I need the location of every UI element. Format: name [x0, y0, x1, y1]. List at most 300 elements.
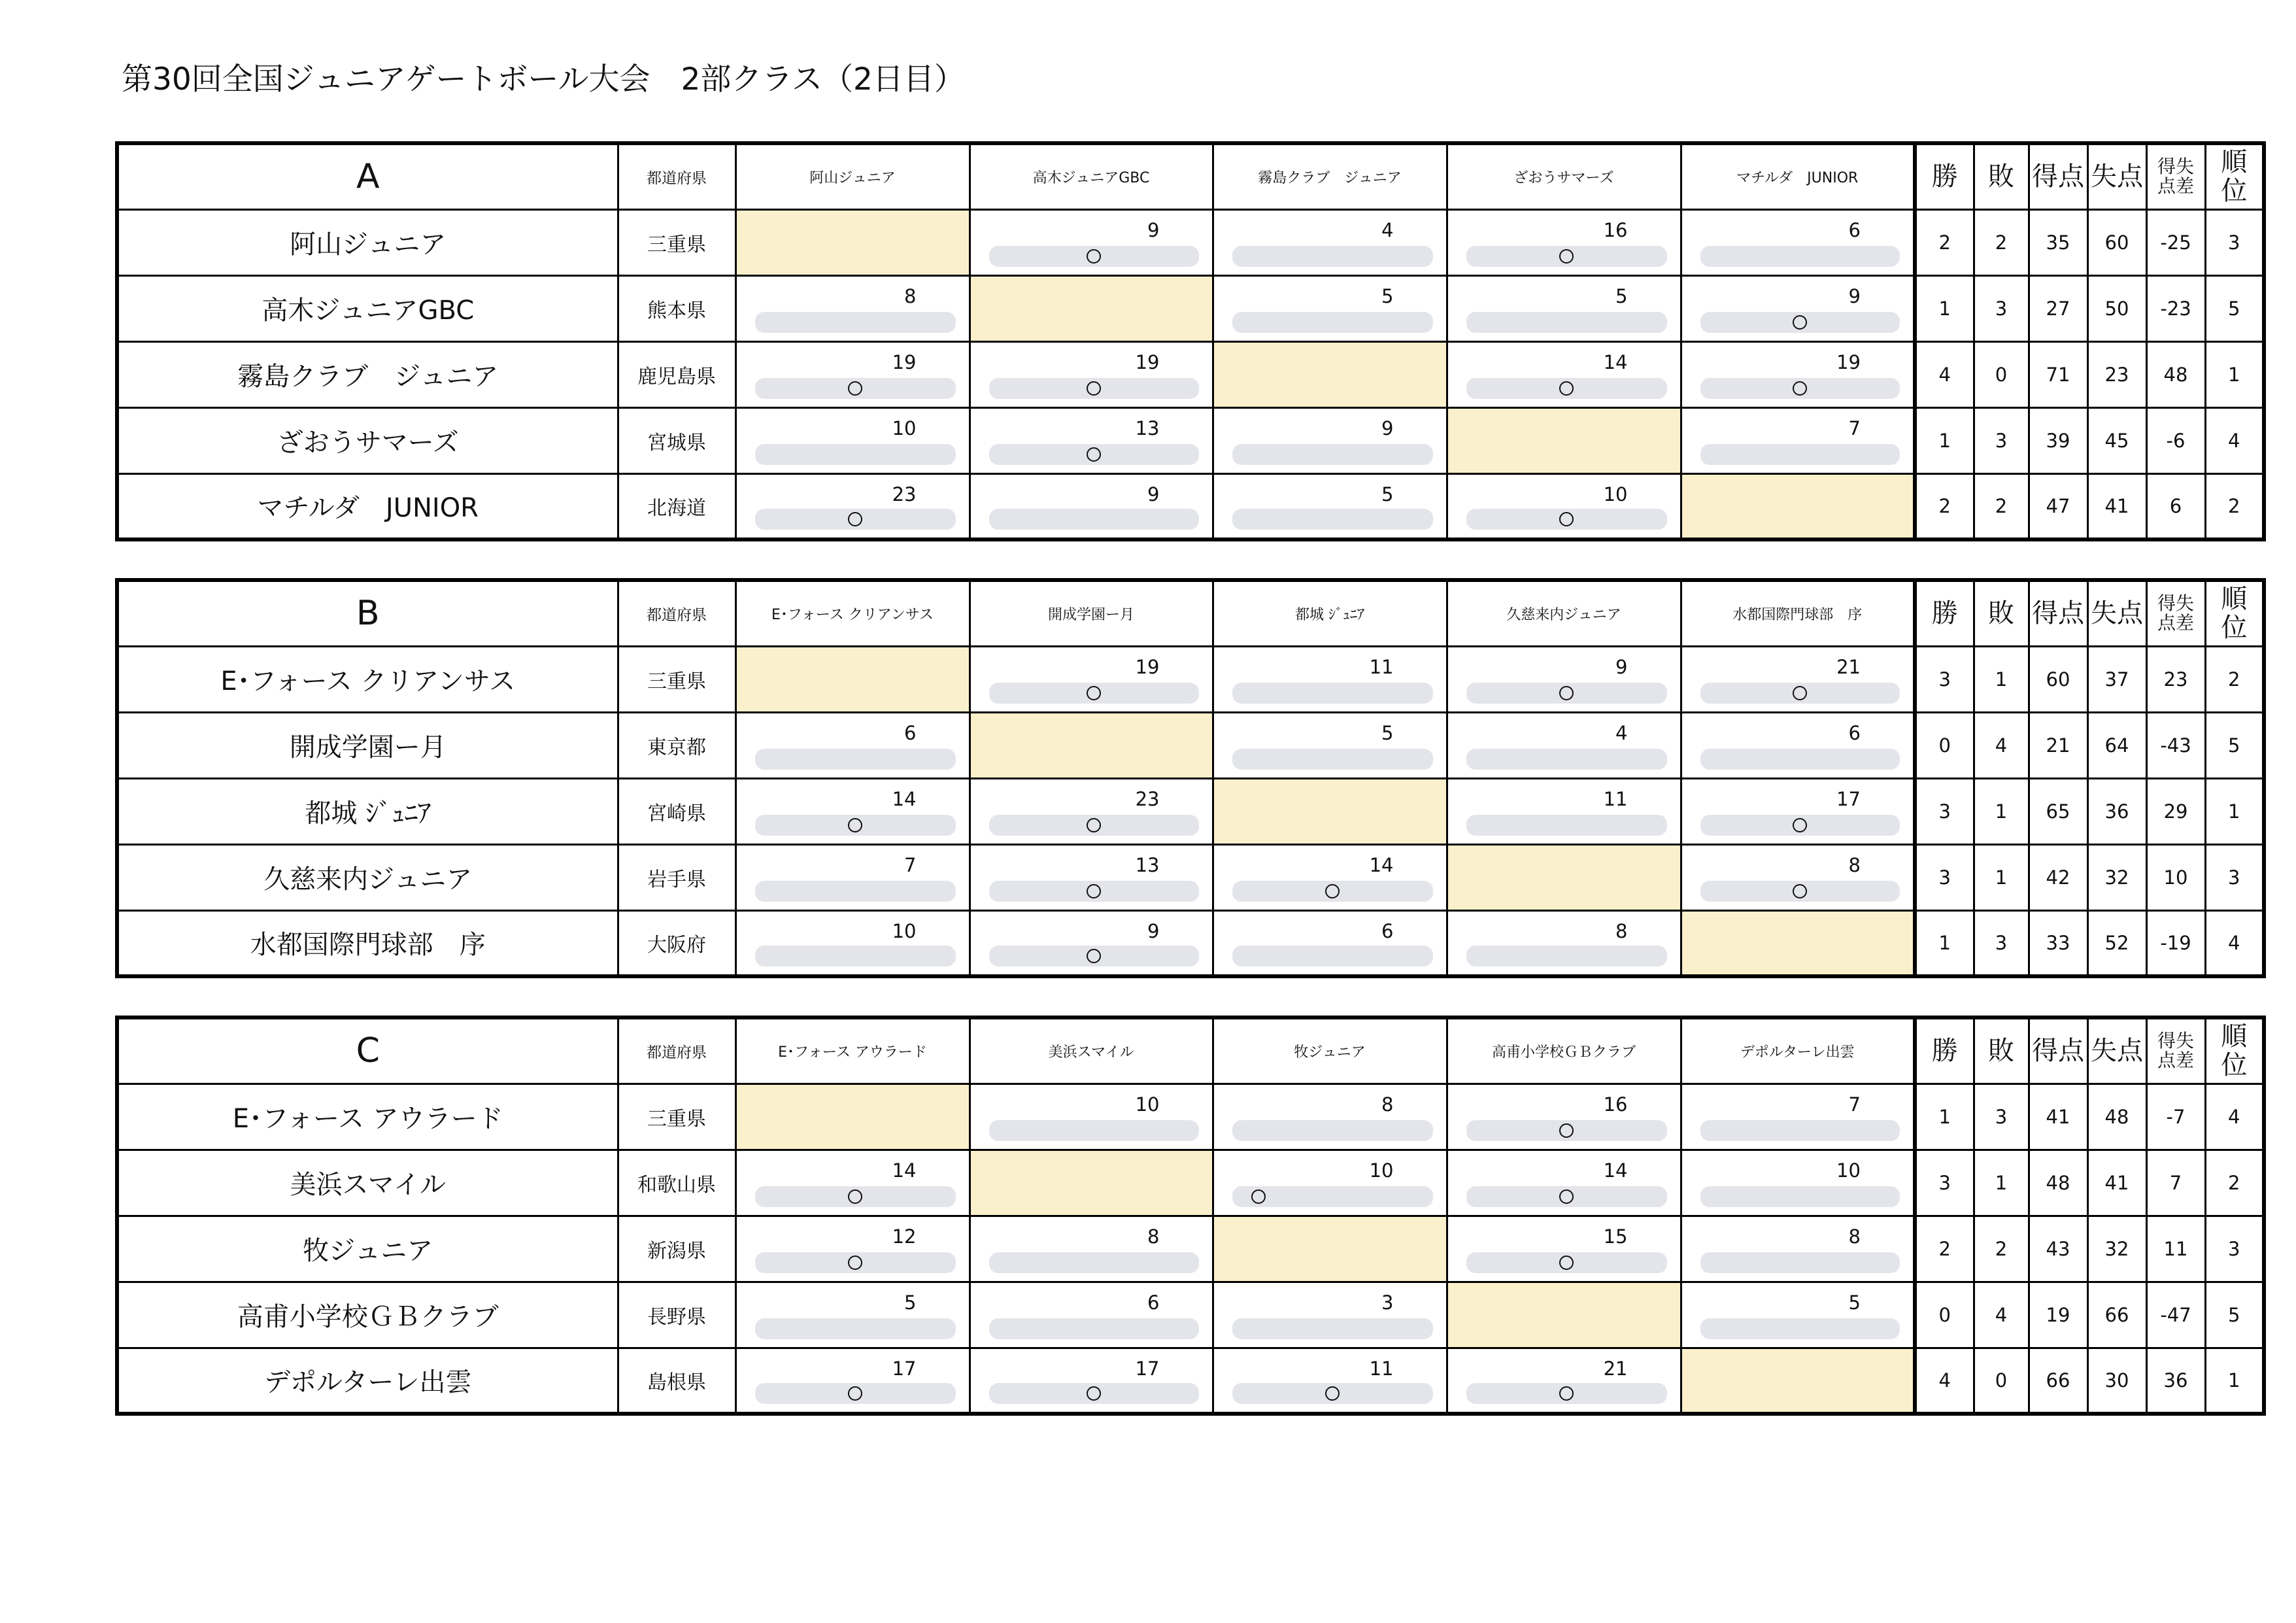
- result-bar: [755, 509, 956, 530]
- point-diff-header-line2: 点差: [2157, 1050, 2194, 1072]
- point-diff: 6: [2146, 473, 2205, 539]
- wins: 4: [1915, 341, 1974, 407]
- group-name: A: [117, 143, 618, 209]
- losses: 1: [1974, 1150, 2029, 1216]
- point-diff-header: [2146, 1017, 2205, 1084]
- win-circle-icon: [848, 1189, 862, 1204]
- result-bar: [1700, 312, 1900, 333]
- match-cell: [970, 473, 1213, 539]
- result-bar: [755, 1318, 956, 1339]
- points-for: 66: [2029, 1348, 2087, 1414]
- team-name: 都城 ｼﾞｭﾆｱ: [117, 778, 618, 844]
- losses: 1: [1974, 778, 2029, 844]
- team-row: [117, 275, 2264, 341]
- match-cell: [1213, 407, 1447, 473]
- wins: 0: [1915, 712, 1974, 778]
- rank-header-line1: 順: [2221, 147, 2248, 178]
- match-cell: [735, 275, 970, 341]
- point-diff-header: [2146, 580, 2205, 646]
- match-score: 8: [1615, 919, 1628, 942]
- team-row: [117, 1282, 2264, 1348]
- result-bar: [755, 1186, 956, 1207]
- point-diff-header-line1: 得失: [2157, 156, 2194, 178]
- match-score: 11: [1369, 1357, 1394, 1380]
- team-prefecture: 島根県: [618, 1348, 735, 1414]
- points-against-header: 失点: [2087, 143, 2146, 209]
- team-row: [117, 778, 2264, 844]
- opponent-header: 霧島クラブ ジュニア: [1213, 143, 1447, 209]
- points-for: 71: [2029, 341, 2087, 407]
- league-table-c: [115, 1016, 2266, 1416]
- match-score: 6: [1147, 1291, 1160, 1314]
- win-circle-icon: [1087, 949, 1101, 963]
- match-score: 14: [1369, 853, 1394, 876]
- rank-header: [2205, 580, 2264, 646]
- match-score: 10: [1135, 1093, 1160, 1116]
- result-bar: [989, 246, 1199, 267]
- win-circle-icon: [1793, 686, 1807, 700]
- result-bar: [1232, 683, 1433, 704]
- losses: 1: [1974, 844, 2029, 910]
- self-match-cell: [970, 712, 1213, 778]
- result-bar: [1232, 444, 1433, 465]
- rank-header-line1: 順: [2221, 584, 2248, 615]
- rank: 3: [2205, 209, 2264, 275]
- point-diff: 48: [2146, 341, 2205, 407]
- match-score: 17: [1836, 787, 1861, 810]
- team-prefecture: 三重県: [618, 1084, 735, 1150]
- result-bar: [1232, 1383, 1433, 1404]
- match-score: 6: [904, 721, 917, 744]
- win-circle-icon: [1325, 884, 1340, 898]
- team-prefecture: 新潟県: [618, 1216, 735, 1282]
- match-cell: [1213, 646, 1447, 712]
- rank: 2: [2205, 473, 2264, 539]
- losses: 3: [1974, 407, 2029, 473]
- match-cell: [1213, 275, 1447, 341]
- opponent-header: マチルダ JUNIOR: [1681, 143, 1915, 209]
- team-name: 水都国際門球部 序: [117, 910, 618, 976]
- opponent-header: E･フォース クリアンサス: [735, 580, 970, 646]
- match-cell: [1447, 473, 1681, 539]
- losses: 2: [1974, 1216, 2029, 1282]
- result-bar: [755, 1252, 956, 1273]
- result-bar: [755, 815, 956, 836]
- rank: 5: [2205, 1282, 2264, 1348]
- result-bar: [989, 509, 1199, 530]
- group-name: B: [117, 580, 618, 646]
- match-cell: [970, 1282, 1213, 1348]
- match-score: 9: [1147, 483, 1160, 505]
- opponent-header: 阿山ジュニア: [735, 143, 970, 209]
- result-bar: [1700, 1186, 1900, 1207]
- result-bar: [1232, 881, 1433, 902]
- team-row: [117, 1084, 2264, 1150]
- self-match-cell: [1213, 778, 1447, 844]
- result-bar: [1700, 444, 1900, 465]
- result-bar: [1700, 881, 1900, 902]
- self-match-cell: [1213, 1216, 1447, 1282]
- match-score: 7: [1848, 417, 1861, 439]
- team-prefecture: 長野県: [618, 1282, 735, 1348]
- match-score: 8: [1848, 1225, 1861, 1248]
- result-bar: [1700, 378, 1900, 399]
- point-diff: -23: [2146, 275, 2205, 341]
- team-name: 阿山ジュニア: [117, 209, 618, 275]
- point-diff: 23: [2146, 646, 2205, 712]
- match-cell: [735, 1348, 970, 1414]
- team-name: 久慈来内ジュニア: [117, 844, 618, 910]
- team-prefecture: 三重県: [618, 209, 735, 275]
- match-score: 5: [1381, 721, 1394, 744]
- result-bar: [1700, 749, 1900, 770]
- losses: 1: [1974, 646, 2029, 712]
- team-prefecture: 北海道: [618, 473, 735, 539]
- rank: 4: [2205, 407, 2264, 473]
- team-name: ざおうサマーズ: [117, 407, 618, 473]
- win-circle-icon: [1559, 686, 1574, 700]
- rank-header-line2: 位: [2221, 613, 2248, 643]
- win-circle-icon: [1793, 381, 1807, 396]
- points-for: 65: [2029, 778, 2087, 844]
- opponent-header: デポルターレ出雲: [1681, 1017, 1915, 1084]
- match-score: 14: [1603, 1159, 1628, 1182]
- match-score: 11: [1603, 787, 1628, 810]
- result-bar: [1466, 946, 1667, 966]
- match-score: 10: [1603, 483, 1628, 505]
- team-prefecture: 三重県: [618, 646, 735, 712]
- result-bar: [1700, 246, 1900, 267]
- result-bar: [755, 1383, 956, 1404]
- team-name: E･フォース アウラード: [117, 1084, 618, 1150]
- match-score: 10: [892, 919, 917, 942]
- result-bar: [1466, 246, 1667, 267]
- result-bar: [1232, 246, 1433, 267]
- points-for-header: 得点: [2029, 580, 2087, 646]
- wins-header: 勝: [1915, 580, 1974, 646]
- wins: 1: [1915, 275, 1974, 341]
- match-cell: [1681, 844, 1915, 910]
- team-prefecture: 大阪府: [618, 910, 735, 976]
- match-cell: [970, 844, 1213, 910]
- losses: 0: [1974, 341, 2029, 407]
- prefecture-header: 都道府県: [618, 1017, 735, 1084]
- team-prefecture: 宮崎県: [618, 778, 735, 844]
- match-score: 16: [1603, 218, 1628, 241]
- match-score: 5: [1381, 483, 1394, 505]
- match-cell: [735, 910, 970, 976]
- points-against: 52: [2087, 910, 2146, 976]
- result-bar: [1466, 749, 1667, 770]
- match-cell: [1681, 275, 1915, 341]
- match-cell: [1447, 712, 1681, 778]
- match-score: 10: [1369, 1159, 1394, 1182]
- point-diff: -43: [2146, 712, 2205, 778]
- point-diff-header: [2146, 143, 2205, 209]
- result-bar: [755, 444, 956, 465]
- points-for: 19: [2029, 1282, 2087, 1348]
- point-diff: -19: [2146, 910, 2205, 976]
- team-name: 美浜スマイル: [117, 1150, 618, 1216]
- result-bar: [1700, 683, 1900, 704]
- result-bar: [755, 946, 956, 966]
- win-circle-icon: [1559, 1123, 1574, 1138]
- points-against: 64: [2087, 712, 2146, 778]
- points-for: 43: [2029, 1216, 2087, 1282]
- self-match-cell: [970, 1150, 1213, 1216]
- points-against: 45: [2087, 407, 2146, 473]
- team-row: [117, 646, 2264, 712]
- win-circle-icon: [1087, 884, 1101, 898]
- win-circle-icon: [1087, 249, 1101, 264]
- team-name: 霧島クラブ ジュニア: [117, 341, 618, 407]
- result-bar: [1700, 1252, 1900, 1273]
- team-name: E･フォース クリアンサス: [117, 646, 618, 712]
- opponent-header: 美浜スマイル: [970, 1017, 1213, 1084]
- match-cell: [735, 1150, 970, 1216]
- team-name: 高木ジュニアGBC: [117, 275, 618, 341]
- match-cell: [1681, 341, 1915, 407]
- result-bar: [1466, 1186, 1667, 1207]
- match-cell: [970, 910, 1213, 976]
- points-against: 32: [2087, 844, 2146, 910]
- match-cell: [1447, 1216, 1681, 1282]
- result-bar: [755, 312, 956, 333]
- match-cell: [1213, 712, 1447, 778]
- match-score: 14: [892, 787, 917, 810]
- team-row: [117, 844, 2264, 910]
- win-circle-icon: [1793, 818, 1807, 832]
- opponent-header: 都城 ｼﾞｭﾆｱ: [1213, 580, 1447, 646]
- match-score: 15: [1603, 1225, 1628, 1248]
- wins: 1: [1915, 910, 1974, 976]
- match-cell: [1447, 1348, 1681, 1414]
- match-score: 13: [1135, 417, 1160, 439]
- match-cell: [970, 778, 1213, 844]
- wins-header: 勝: [1915, 143, 1974, 209]
- result-bar: [755, 749, 956, 770]
- result-bar: [989, 1318, 1199, 1339]
- team-row: [117, 1216, 2264, 1282]
- result-bar: [989, 946, 1199, 966]
- wins: 3: [1915, 646, 1974, 712]
- match-cell: [1681, 1216, 1915, 1282]
- team-row: [117, 407, 2264, 473]
- match-score: 19: [892, 350, 917, 373]
- rank-header-line1: 順: [2221, 1021, 2248, 1052]
- point-diff-header-line1: 得失: [2157, 592, 2194, 615]
- wins: 1: [1915, 1084, 1974, 1150]
- match-cell: [735, 712, 970, 778]
- header-row: [117, 143, 2264, 209]
- league-table-a: [115, 141, 2266, 541]
- rank-header-line2: 位: [2221, 1050, 2248, 1081]
- opponent-header: 牧ジュニア: [1213, 1017, 1447, 1084]
- match-cell: [1681, 646, 1915, 712]
- rank: 4: [2205, 1084, 2264, 1150]
- match-cell: [1213, 473, 1447, 539]
- wins: 0: [1915, 1282, 1974, 1348]
- win-circle-icon: [1087, 447, 1101, 462]
- win-circle-icon: [1559, 1256, 1574, 1270]
- team-name: デポルターレ出雲: [117, 1348, 618, 1414]
- points-for: 21: [2029, 712, 2087, 778]
- result-bar: [989, 1252, 1199, 1273]
- match-cell: [1213, 1282, 1447, 1348]
- opponent-header: ざおうサマーズ: [1447, 143, 1681, 209]
- match-score: 6: [1848, 218, 1861, 241]
- rank: 1: [2205, 341, 2264, 407]
- match-score: 16: [1603, 1093, 1628, 1116]
- losses-header: 敗: [1974, 143, 2029, 209]
- point-diff-header-line2: 点差: [2157, 612, 2194, 634]
- match-cell: [1681, 407, 1915, 473]
- result-bar: [989, 683, 1199, 704]
- wins: 2: [1915, 1216, 1974, 1282]
- points-against: 41: [2087, 1150, 2146, 1216]
- team-prefecture: 熊本県: [618, 275, 735, 341]
- rank: 4: [2205, 910, 2264, 976]
- point-diff: 29: [2146, 778, 2205, 844]
- points-for: 60: [2029, 646, 2087, 712]
- team-name: 開成学園ー月: [117, 712, 618, 778]
- points-against: 23: [2087, 341, 2146, 407]
- win-circle-icon: [1559, 381, 1574, 396]
- self-match-cell: [1213, 341, 1447, 407]
- match-score: 10: [1836, 1159, 1861, 1182]
- win-circle-icon: [848, 1256, 862, 1270]
- match-score: 19: [1836, 350, 1861, 373]
- team-row: [117, 712, 2264, 778]
- opponent-header: 高木ジュニアGBC: [970, 143, 1213, 209]
- match-cell: [970, 209, 1213, 275]
- match-cell: [1447, 1150, 1681, 1216]
- win-circle-icon: [1087, 1386, 1101, 1401]
- match-cell: [970, 1348, 1213, 1414]
- match-cell: [1447, 646, 1681, 712]
- match-cell: [1681, 209, 1915, 275]
- match-cell: [735, 1216, 970, 1282]
- win-circle-icon: [1559, 1386, 1574, 1401]
- match-cell: [1213, 209, 1447, 275]
- losses: 4: [1974, 712, 2029, 778]
- match-cell: [735, 844, 970, 910]
- win-circle-icon: [1793, 884, 1807, 898]
- point-diff: 7: [2146, 1150, 2205, 1216]
- match-score: 17: [892, 1357, 917, 1380]
- league-table-b: [115, 578, 2266, 978]
- wins: 4: [1915, 1348, 1974, 1414]
- opponent-header: 水都国際門球部 序: [1681, 580, 1915, 646]
- team-row: [117, 910, 2264, 976]
- losses: 2: [1974, 473, 2029, 539]
- points-against-header: 失点: [2087, 1017, 2146, 1084]
- result-bar: [755, 881, 956, 902]
- match-score: 19: [1135, 350, 1160, 373]
- points-against: 66: [2087, 1282, 2146, 1348]
- match-score: 10: [892, 417, 917, 439]
- page-title: 第30回全国ジュニアゲートボール大会 2部クラス（2日目）: [122, 61, 965, 97]
- result-bar: [1232, 946, 1433, 966]
- match-cell: [1213, 1084, 1447, 1150]
- match-score: 7: [1848, 1093, 1861, 1116]
- match-cell: [735, 778, 970, 844]
- match-score: 8: [1381, 1093, 1394, 1116]
- match-score: 6: [1381, 919, 1394, 942]
- match-cell: [970, 1216, 1213, 1282]
- point-diff: -25: [2146, 209, 2205, 275]
- rank: 3: [2205, 1216, 2264, 1282]
- win-circle-icon: [848, 818, 862, 832]
- points-for: 41: [2029, 1084, 2087, 1150]
- match-cell: [1681, 712, 1915, 778]
- team-prefecture: 鹿児島県: [618, 341, 735, 407]
- self-match-cell: [1447, 844, 1681, 910]
- match-score: 9: [1147, 218, 1160, 241]
- result-bar: [1466, 1252, 1667, 1273]
- self-match-cell: [1681, 910, 1915, 976]
- result-bar: [1232, 1318, 1433, 1339]
- match-score: 8: [1147, 1225, 1160, 1248]
- team-prefecture: 岩手県: [618, 844, 735, 910]
- self-match-cell: [1447, 1282, 1681, 1348]
- match-score: 3: [1381, 1291, 1394, 1314]
- losses: 0: [1974, 1348, 2029, 1414]
- result-bar: [1466, 815, 1667, 836]
- match-score: 6: [1848, 721, 1861, 744]
- win-circle-icon: [1087, 381, 1101, 396]
- points-for-header: 得点: [2029, 143, 2087, 209]
- match-cell: [1447, 275, 1681, 341]
- prefecture-header: 都道府県: [618, 580, 735, 646]
- match-score: 5: [1381, 284, 1394, 307]
- wins-header: 勝: [1915, 1017, 1974, 1084]
- header-row: [117, 1017, 2264, 1084]
- match-score: 5: [1848, 1291, 1861, 1314]
- wins: 2: [1915, 209, 1974, 275]
- result-bar: [755, 378, 956, 399]
- self-match-cell: [1681, 1348, 1915, 1414]
- match-score: 23: [1135, 787, 1160, 810]
- point-diff-header-line2: 点差: [2157, 175, 2194, 197]
- match-cell: [1681, 1084, 1915, 1150]
- points-against: 60: [2087, 209, 2146, 275]
- match-cell: [1447, 341, 1681, 407]
- self-match-cell: [970, 275, 1213, 341]
- opponent-header: 久慈来内ジュニア: [1447, 580, 1681, 646]
- match-cell: [1447, 778, 1681, 844]
- match-cell: [1681, 778, 1915, 844]
- match-score: 12: [892, 1225, 917, 1248]
- wins: 3: [1915, 844, 1974, 910]
- rank: 3: [2205, 844, 2264, 910]
- rank-header-line2: 位: [2221, 176, 2248, 207]
- rank-header: [2205, 1017, 2264, 1084]
- point-diff: -7: [2146, 1084, 2205, 1150]
- result-bar: [989, 881, 1199, 902]
- match-score: 21: [1836, 655, 1861, 678]
- team-row: [117, 473, 2264, 539]
- point-diff: 10: [2146, 844, 2205, 910]
- losses: 3: [1974, 1084, 2029, 1150]
- point-diff: 36: [2146, 1348, 2205, 1414]
- opponent-header: E･フォース アウラード: [735, 1017, 970, 1084]
- points-against: 37: [2087, 646, 2146, 712]
- match-score: 14: [892, 1159, 917, 1182]
- points-against: 50: [2087, 275, 2146, 341]
- result-bar: [1466, 378, 1667, 399]
- result-bar: [1232, 312, 1433, 333]
